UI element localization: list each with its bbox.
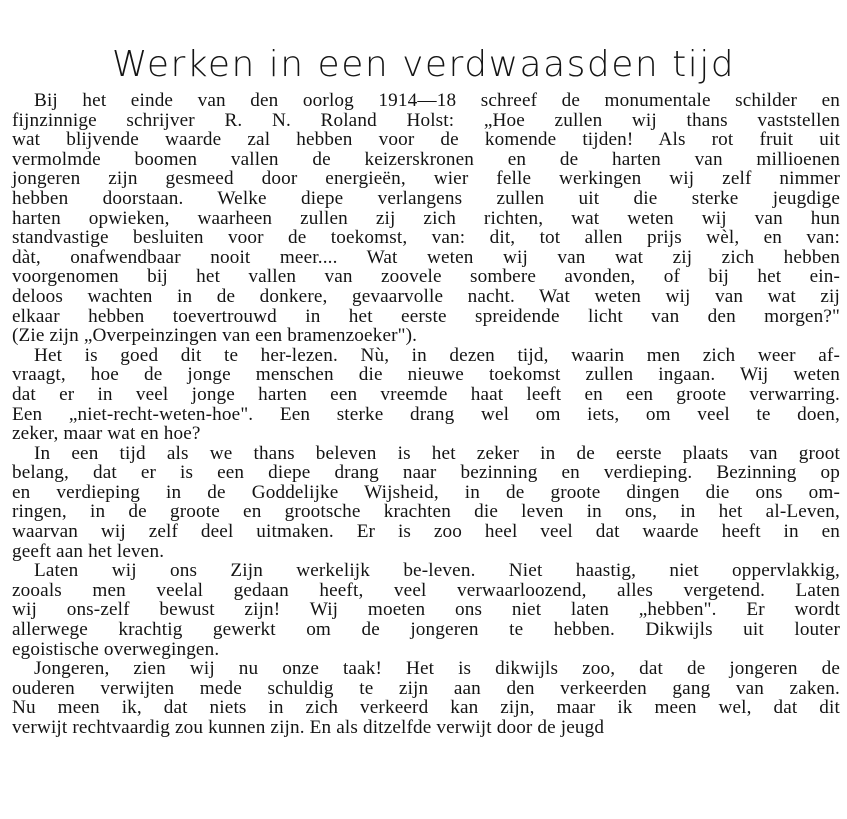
- text-line: belang, dat er is een diepe drang naar bezinning en verdieping. Bezinning op: [12, 462, 840, 484]
- text-line: hebben doorstaan. Welke diepe verlangens zullen uit die sterke jeugdige: [12, 187, 840, 209]
- text-line: dat er in veel jonge harten een vreemde haat leeft en een groote verwarring.: [12, 383, 840, 405]
- text-line: Laten wij ons Zijn werkelijk be-leven. Niet haastig, niet oppervlakkig,: [34, 560, 840, 582]
- article-paragraph: [12, 346, 840, 444]
- text-line: Nu meen ik, dat niets in zich verkeerd kan zijn, maar ik meen wel, dat dit: [12, 697, 840, 719]
- text-line: (Zie zijn „Overpeinzingen van een bramenzoeker").: [12, 325, 418, 347]
- text-line: standvastige besluiten voor de toekomst, van: dit, tot allen prijs wèl, en van:: [12, 227, 840, 249]
- text-line: vermolmde boomen vallen de keizerskronen en de harten van millioenen: [12, 148, 840, 170]
- text-line: Het is goed dit te her-lezen. Nù, in dezen tijd, waarin men zich weer af-: [34, 344, 840, 366]
- text-line: voorgenomen bij het vallen van zoovele sombere avonden, of bij het ein-: [12, 266, 840, 288]
- text-line: en verdieping in de Goddelijke Wijsheid, in de groote dingen die ons om-: [12, 481, 840, 503]
- text-line: elkaar hebben toevertrouwd in het eerste spreidende licht van den morgen?": [12, 305, 840, 327]
- text-line: wij ons-zelf bewust zijn! Wij moeten ons niet laten „hebben". Er wordt: [12, 599, 840, 621]
- article-paragraph: [12, 91, 840, 346]
- article-paragraph: [12, 444, 840, 562]
- text-line: Jongeren, zien wij nu onze taak! Het is dikwijls zoo, dat de jongeren de: [34, 658, 840, 680]
- text-line: zooals men veelal gedaan heeft, veel verwaarloozend, alles vergetend. Laten: [12, 579, 840, 601]
- text-line: allerwege krachtig gewerkt om de jongeren te hebben. Dikwijls uit louter: [12, 619, 840, 641]
- article-paragraph: [12, 659, 840, 737]
- text-line: Bij het einde van den oorlog 1914—18 schreef de monumentale schilder en: [34, 90, 840, 111]
- text-line: geeft aan het leven.: [12, 540, 165, 562]
- text-line: egoistische overwegingen.: [12, 638, 220, 660]
- text-line: waarvan wij zelf deel uitmaken. Er is zoo heel veel dat waarde heeft in en: [12, 521, 840, 543]
- text-line: Een „niet-recht-weten-hoe". Een sterke drang wel om iets, om veel te doen,: [12, 403, 840, 425]
- text-line: wat blijvende waarde zal hebben voor de komende tijden! Als rot fruit uit: [12, 129, 840, 151]
- text-line: verwijt rechtvaardig zou kunnen zijn. En als ditzelfde verwijt door de jeugd: [12, 717, 605, 738]
- text-line: harten opwieken, waarheen zullen zij zich richten, wat weten wij van hun: [12, 207, 840, 229]
- text-line: In een tijd als we thans beleven is het zeker in de eerste plaats van groot: [34, 442, 840, 464]
- text-line: vraagt, hoe de jonge menschen die nieuwe toekomst zullen ingaan. Wij weten: [12, 364, 840, 386]
- text-line: fijnzinnige schrijver R. N. Roland Holst: „Hoe zullen wij thans vaststellen: [12, 109, 840, 131]
- text-line: ringen, in de groote en grootsche krachten die leven in ons, in het al-Leven,: [12, 501, 840, 523]
- text-line: ouderen verwijten mede schuldig te zijn aan den verkeerden gang van zaken.: [12, 677, 840, 699]
- article-title: Werken in een verdwaasden tijd: [111, 44, 736, 86]
- text-line: jongeren zijn gesmeed door energieën, wier felle werkingen wij zelf nimmer: [12, 168, 840, 190]
- text-line: dàt, onafwendbaar nooit meer.... Wat weten wij van wat zij zich hebben: [12, 246, 840, 268]
- text-line: deloos wachten in de donkere, gevaarvolle nacht. Wat weten wij van wat zij: [12, 285, 840, 307]
- article-body: [12, 91, 840, 738]
- text-line: zeker, maar wat en hoe?: [12, 423, 201, 445]
- article-paragraph: [12, 561, 840, 659]
